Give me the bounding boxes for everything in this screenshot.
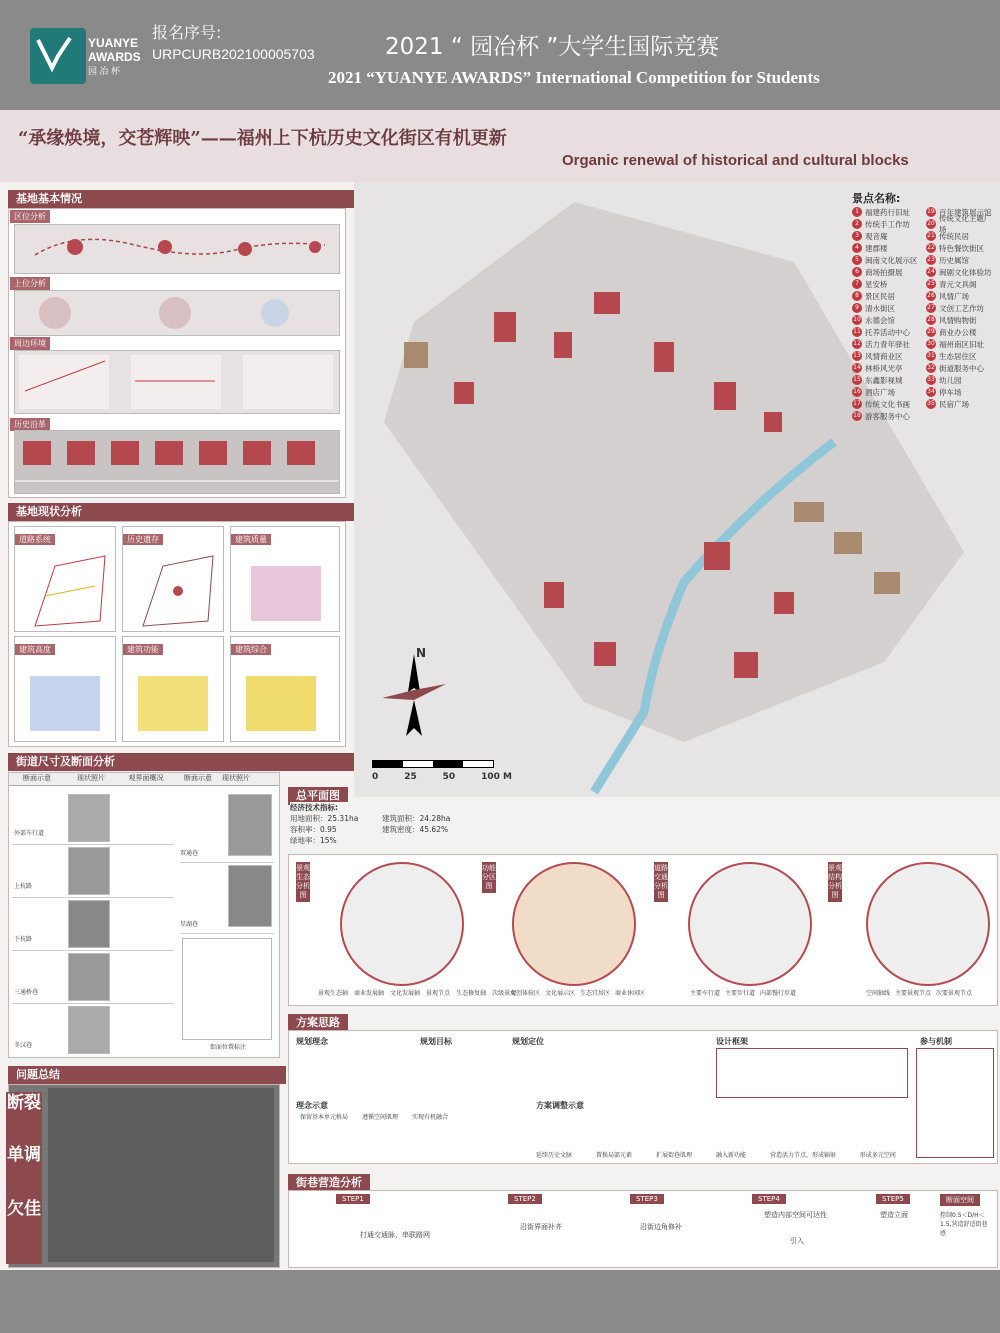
col-header: 断面示意 — [23, 774, 51, 782]
table-row: 三通桥巷 — [14, 989, 39, 996]
list-item: 27 文创工艺作坊 — [927, 303, 984, 313]
adjust-steps: 延续历史文脉 置换局部元素 扩展街巷肌理 融入新功能 营造活力节点，形成辐射 形成多元空间 — [536, 1152, 896, 1159]
problem-keyword: 单调 — [6, 1144, 42, 1210]
table-row: 外部车行道 — [14, 830, 45, 837]
list-item: 7 星安桥 — [852, 278, 922, 290]
step-text: 沿街边角修补 — [640, 1223, 682, 1231]
list-item: 6 商场拍摄展 — [852, 266, 922, 278]
registration-number: URPCURB202100005703 — [152, 46, 315, 62]
step-text: 打通交通脉，串联路网 — [360, 1231, 430, 1239]
status-map-roads: 道路系统 — [14, 526, 116, 632]
step-tag: STEP2 — [508, 1194, 542, 1204]
list-item: 28 风情购物街 — [927, 315, 977, 325]
analysis-legend-2: 文创体验区 文化展示区 生态宜居区 商业休闲区 — [510, 990, 646, 997]
yuanye-logo — [30, 28, 86, 84]
road-traffic-diagram — [688, 862, 812, 986]
concept-label: 规划理念 — [296, 1037, 328, 1046]
status-map-composite: 建筑综合 — [230, 636, 340, 742]
tech-indicators: 经济技术指标: 用地面积：25.31ha 容积率：0.95 绿地率：15% 建筑面积：24.28ha 建筑密度：45.62% — [290, 802, 460, 850]
table-row: 星湖巷 — [180, 921, 199, 928]
section-street-size: 街道尺寸及断面分析 — [8, 753, 354, 771]
poster-title-en: Organic renewal of historical and cultural blocks — [562, 152, 909, 169]
tab-history: 历史沿革 — [10, 418, 50, 431]
list-item: 18 游客服务中心 — [853, 411, 910, 421]
section-site-status: 基地现状分析 — [8, 503, 354, 521]
list-item: 30 福州南区旧址 — [927, 339, 984, 349]
framework-label: 设计框架 — [716, 1037, 748, 1046]
analysis-label: 景观结构分析图 — [828, 862, 842, 902]
list-item: 33 幼儿园 — [927, 375, 962, 385]
section-master-plan: 总平面图 — [288, 787, 348, 805]
list-item: 9 清水街区 — [852, 302, 922, 314]
list-item: 4 建郡楼 — [852, 242, 922, 254]
landscape-ecology-diagram — [340, 862, 464, 986]
status-map-heritage: 历史遗存 — [122, 526, 224, 632]
surroundings-map — [14, 350, 340, 414]
analysis-legend-3: 主要车行道 主要步行道 内部慢行步道 — [690, 990, 797, 997]
tab-location: 区位分析 — [10, 210, 50, 223]
section-site-basic: 基地基本情况 — [8, 190, 354, 208]
step-text: 沿街界面补齐 — [520, 1223, 562, 1231]
section-problems: 问题总结 — [8, 1066, 286, 1084]
step-text: 控制0.5＜D/H＜1.5,营造舒适街巷感 — [940, 1212, 988, 1237]
goal-label: 规划目标 — [420, 1037, 452, 1046]
footer-bar — [0, 1270, 1000, 1333]
list-item: 29 商业办公楼 — [927, 327, 977, 337]
analysis-label: 景观生态分析图 — [296, 862, 310, 902]
list-item: 22 特色餐饮街区 — [927, 243, 984, 253]
street-rows-right — [180, 792, 274, 1054]
list-item: 35 民宿广场 — [927, 399, 969, 409]
tab-surroundings: 周边环境 — [10, 337, 50, 350]
list-item: 24 闽剧文化体验坊 — [927, 267, 992, 277]
step-tag: STEP4 — [752, 1194, 786, 1204]
list-item: 1 福建药行旧址 — [852, 206, 922, 218]
list-item: 2 传统手工作坊 — [852, 218, 922, 230]
step-tag: STEP5 — [876, 1194, 910, 1204]
participation-diagram — [916, 1048, 994, 1158]
schematic-label: 理念示意 — [296, 1101, 328, 1110]
analysis-legend-1: 景观生态轴 商业发展轴 文化发展轴 景观节点 生态修复轴 次级景观 — [318, 990, 517, 997]
step-tag: STEP3 — [630, 1194, 664, 1204]
list-item: 20 传统文化主题广场 — [927, 214, 992, 234]
location-map — [14, 224, 340, 274]
upper-plan-diagram — [14, 290, 340, 336]
list-item: 23 历史属馆 — [927, 255, 969, 265]
table-row: 上杭路 — [14, 883, 33, 890]
analysis-label: 功能分区图 — [482, 862, 496, 893]
legend-title: 景点名称: — [852, 192, 901, 205]
list-item: 15 东鑫影视城 — [853, 375, 903, 385]
analysis-label: 道路交通分析图 — [654, 862, 668, 902]
list-item: 11 托养活动中心 — [853, 327, 910, 337]
poster-title-cn: “承缘焕境，交苍辉映”——福州上下杭历史文化街区有机更新 — [18, 128, 507, 149]
col-header: 观界面概况 — [128, 774, 164, 782]
section-street-design: 街巷营造分析 — [288, 1174, 370, 1192]
framework-diagram — [716, 1048, 908, 1098]
list-item: 5 闽南文化展示区 — [852, 254, 922, 266]
section-design-idea: 方案思路 — [288, 1014, 348, 1032]
problem-keyword: 断裂 — [6, 1092, 42, 1158]
positioning-label: 规划定位 — [512, 1037, 544, 1046]
list-item: 3 观音庵 — [852, 230, 922, 242]
legend-col1 — [852, 206, 922, 422]
problem-keyword: 欠佳 — [6, 1198, 42, 1264]
street-rows-left — [12, 792, 174, 1056]
list-item: 13 风情商业区 — [853, 351, 903, 361]
adjust-label: 方案调整示意 — [536, 1101, 584, 1110]
landscape-structure-diagram — [866, 862, 990, 986]
list-item: 34 停车场 — [927, 387, 962, 397]
status-map-quality: 建筑质量 — [230, 526, 340, 632]
col-header: 现状照片 — [77, 774, 105, 782]
step-text: 塑造内部空间可达性 — [764, 1211, 827, 1219]
list-item: 12 活力青年驿社 — [853, 339, 910, 349]
list-item: 14 林桥风光亭 — [853, 363, 903, 373]
list-item: 8 景区民居 — [852, 290, 922, 302]
list-item: 16 酒店广场 — [853, 387, 895, 397]
scale-labels: 0 25 50 100 M — [372, 772, 512, 782]
list-item: 17 传统文化书画 — [853, 399, 910, 409]
list-item: 21 传统民居 — [927, 231, 969, 241]
list-item: 10 永德会馆 — [853, 315, 895, 325]
step-text: 塑造立面 — [880, 1211, 908, 1219]
table-row: 街面位置标注 — [210, 1044, 247, 1051]
participation-label: 参与机制 — [920, 1037, 952, 1046]
status-map-function: 建筑功能 — [122, 636, 224, 742]
legend-col2 — [926, 206, 998, 410]
step-tag: STEP1 — [336, 1194, 370, 1204]
list-item: 31 生态居住区 — [927, 351, 977, 361]
status-map-height: 建筑高度 — [14, 636, 116, 742]
step-tag: 断面空间 — [940, 1194, 980, 1206]
competition-title-en: 2021 “YUANYE AWARDS” International Competition for Students — [328, 68, 820, 87]
table-row: 冬汉巷 — [14, 1042, 33, 1049]
problem-photos — [48, 1088, 274, 1262]
table-row: 双通巷 — [180, 850, 199, 857]
scale-bar — [372, 760, 494, 768]
list-item: 25 青元文具阁 — [927, 279, 977, 289]
north-label: N — [416, 646, 427, 660]
list-item: 26 风情广场 — [927, 291, 969, 301]
analysis-legend-4: 空间轴线 主要景观节点 次要景观节点 — [866, 990, 973, 997]
col-header: 现状照片 — [222, 774, 250, 782]
history-timeline — [14, 430, 340, 494]
logo-wordmark: YUANYE AWARDS 园 冶 杯 — [88, 36, 141, 76]
col-header: 断面示意 — [184, 774, 212, 782]
list-item: 19 百年建筑展示馆 — [927, 207, 992, 217]
north-arrow-icon — [376, 648, 446, 738]
function-zoning-diagram — [512, 862, 636, 986]
schematic-steps: 保留基本单元格局 遵循空间肌理 实现有机融合 — [300, 1114, 449, 1121]
table-row: 下杭路 — [14, 936, 33, 943]
step-note: 引入 — [790, 1237, 804, 1245]
list-item: 32 街道服务中心 — [927, 363, 984, 373]
competition-title-cn: 2021 “ 园冶杯 ”大学生国际竞赛 — [385, 34, 720, 60]
registration-label: 报名序号: — [152, 23, 222, 42]
tab-upper-plan: 上位分析 — [10, 277, 50, 290]
